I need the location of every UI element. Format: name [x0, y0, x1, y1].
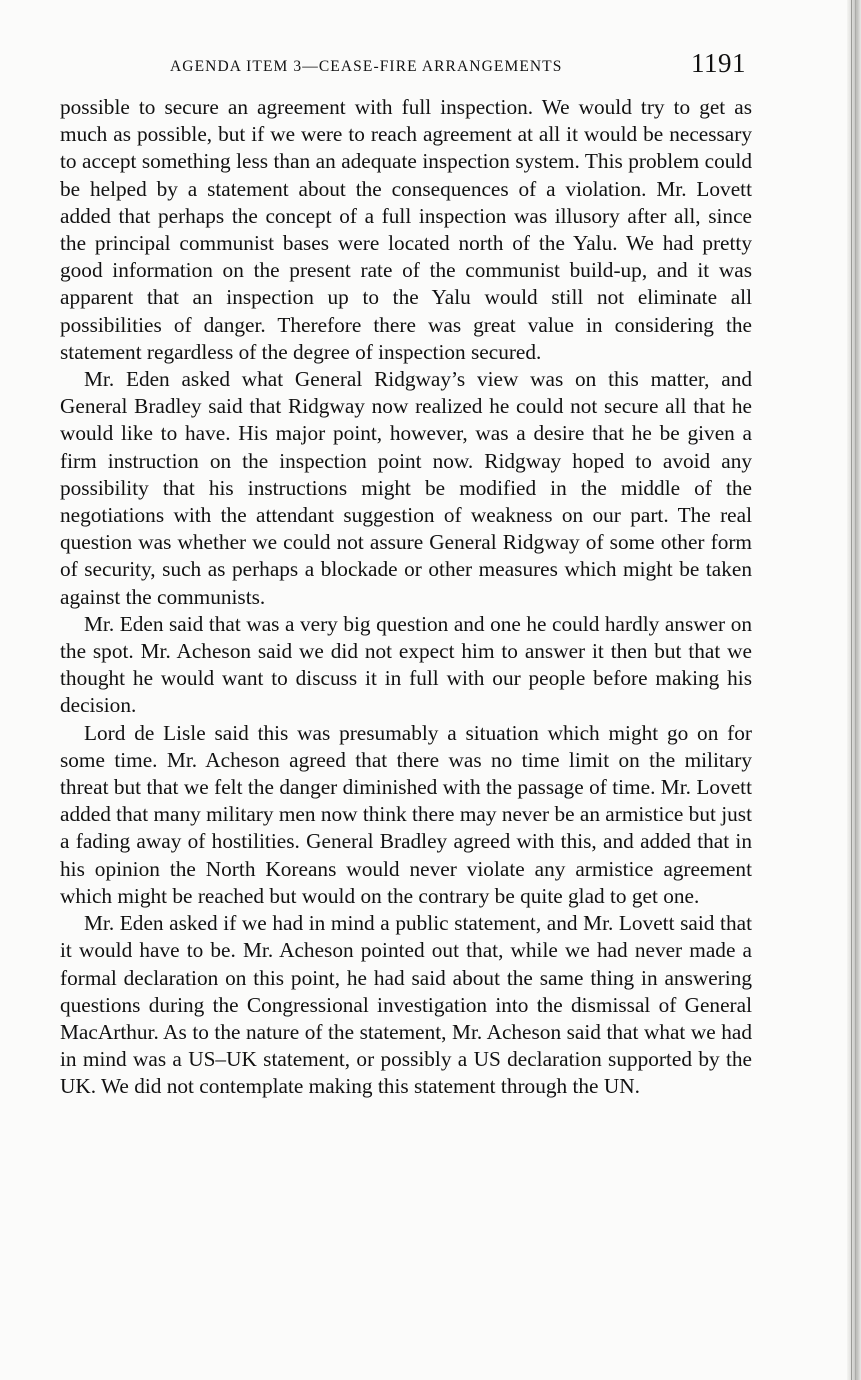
binding-edge-line	[855, 0, 856, 1380]
page-header	[60, 48, 750, 82]
page-number: 1191	[691, 48, 746, 78]
paragraph: Lord de Lisle said this was presumably a situation which might go on for some time. Mr. Acheson agreed that there was no time limit on the military threat but that we felt the danger diminished with the passage of time. Mr. Lovett added that many military men now think there may never be an armistice but just a fading away of hostilities. General Bradley agreed with this, and added that in his opinion the North Koreans would never violate any armistice agreement which might be reached but would on the contrary be quite glad to get one.	[60, 720, 752, 908]
page-binding-edge	[847, 0, 861, 1380]
binding-edge-line	[851, 0, 852, 1380]
paragraph: Mr. Eden asked if we had in mind a public statement, and Mr. Lovett said that it would have to be. Mr. Acheson pointed out that, while we had never made a formal declaration on this point, he had said about the same thing in answering questions during the Congressional investigation into the dismissal of General MacArthur. As to the nature of the statement, Mr. Acheson said that what we had in mind was a US–UK statement, or possibly a US declaration supported by the UK. We did not contemplate making this statement through the UN.	[60, 911, 752, 1099]
paragraph-continued: possible to secure an agreement with full inspection. We would try to get as much as possible, but if we were to reach agreement at all it would be necessary to accept something less than an adequate inspection system. This problem could be helped by a statement about the consequences of a violation. Mr. Lovett added that perhaps the concept of a full inspection was illusory after all, since the principal communist bases were located north of the Yalu. We had pretty good information on the present rate of the communist build-up, and it was apparent that an inspection up to the Yalu would still not eliminate all possibilities of danger. Therefore there was great value in considering the statement regardless of the degree of inspection secured.	[60, 95, 752, 364]
paragraph: Mr. Eden said that was a very big question and one he could hardly answer on the spot. Mr. Acheson said we did not expect him to answer it then but that we thought he would want to discuss it in full with our people before making his decision.	[60, 611, 752, 718]
running-head: AGENDA ITEM 3—CEASE-FIRE ARRANGEMENTS	[170, 58, 563, 75]
body-text	[60, 94, 752, 1101]
paragraph: Mr. Eden asked what General Ridgway’s view was on this matter, and General Bradley said that Ridgway now realized he could not secure all that he would like to have. His major point, however, was a desire that he be given a firm instruction on the inspection point now. Ridgway hoped to avoid any possibility that his instructions might be modified in the middle of the negotiations with the attendant suggestion of weakness on our part. The real question was whether we could not assure General Ridgway of some other form of security, such as perhaps a blockade or other measures which might be taken against the communists.	[60, 367, 752, 609]
